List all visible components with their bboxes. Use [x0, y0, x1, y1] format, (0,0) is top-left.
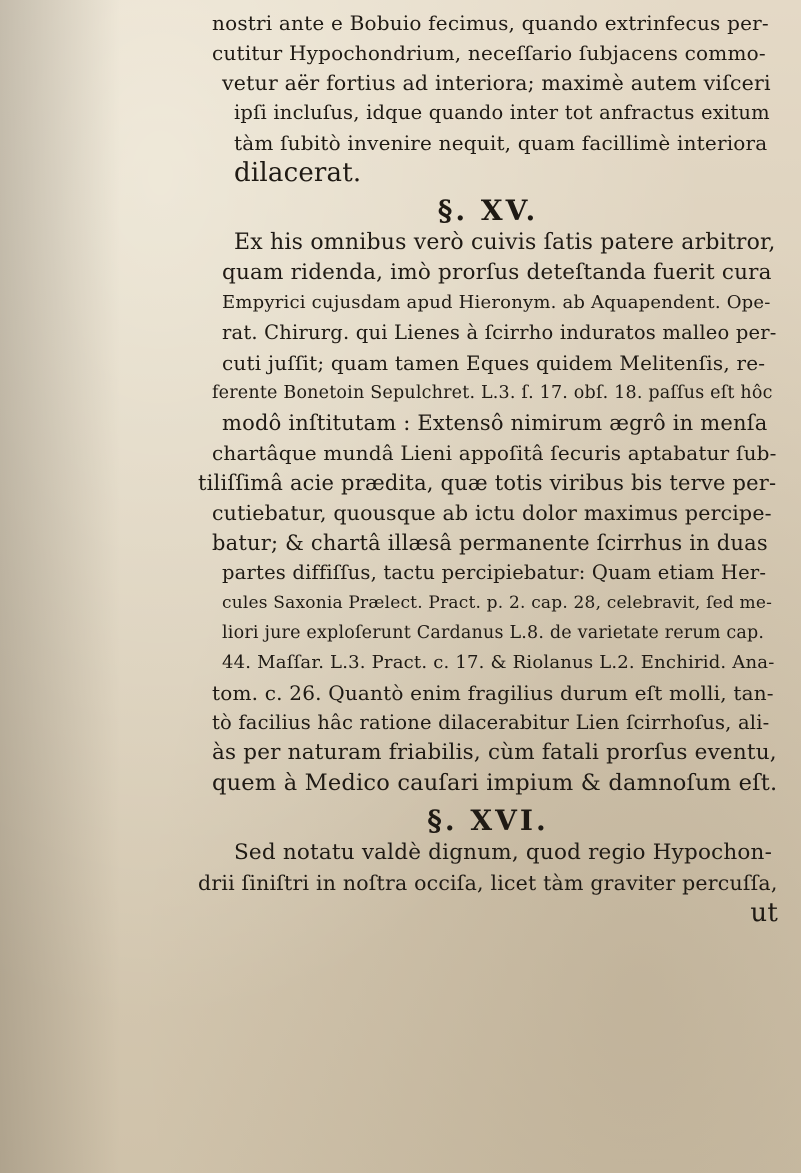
document-text — [198, 8, 778, 928]
text-line: Sed notatu valdè dignum, quod regio Hypochon- — [234, 840, 773, 865]
text-line: ipſi incluſus, idque quando inter tot anfractus exitum — [234, 101, 770, 124]
text-line: dilacerat. — [234, 158, 362, 188]
text-line: ferente Bonetoin Sepulchret. L.3. ſ. 17. obſ. 18. paſſus eſt hôc — [212, 383, 773, 403]
text-line: drii ſiniſtri in noſtra occiſa, licet tàm graviter percuſſa, — [198, 871, 778, 895]
text-line: Ex his omnibus verò cuivis ſatis patere arbitror, — [234, 230, 776, 255]
text-line: rat. Chirurg. qui Lienes à ſcirrho induratos malleo per- — [222, 321, 777, 344]
text-line: batur; & chartâ illæsâ permanente ſcirrhus in duas — [212, 531, 768, 555]
text-line: 44. Maſſar. L.3. Pract. c. 17. & Riolanus L.2. Enchirid. Ana- — [222, 652, 775, 673]
text-line: chartâque mundâ Lieni appoſitâ ſecuris aptabatur ſub- — [212, 441, 777, 465]
text-line: Empyrici cujusdam apud Hieronym. ab Aquapendent. Ope- — [222, 292, 771, 313]
section-heading: §. XV. — [437, 194, 539, 227]
text-line: modô inſtitutam : Extensô nimirum ægrô in menſa — [222, 411, 768, 435]
text-line: cuti juſſit; quam tamen Eques quidem Melitenſis, re- — [222, 351, 766, 375]
text-line: tom. c. 26. Quantò enim fragilius durum eſt molli, tan- — [212, 681, 774, 705]
text-line: partes diffiſſus, tactu percipiebatur: Quam etiam Her- — [222, 561, 767, 584]
text-line: cutiebatur, quousque ab ictu dolor maximus percipe- — [212, 501, 772, 525]
text-line: às per naturam friabilis, cùm fatali prorſus eventu, — [212, 740, 777, 765]
text-line: tò facilius hâc ratione dilacerabitur Lien ſcirrhoſus, ali- — [212, 711, 770, 734]
text-line: tàm ſubitò invenire nequit, quam facillimè interiora — [234, 131, 768, 155]
text-line: tiliſſimâ acie prædita, quæ totis viribus bis terve per- — [198, 471, 777, 495]
text-line: quam ridenda, imò prorſus deteſtanda fuerit cura — [222, 260, 772, 285]
section-heading: §. XVI. — [427, 804, 549, 837]
text-line: cutitur Hypochondrium, neceſſario ſubjacens commo- — [212, 41, 766, 65]
catchword: ut — [750, 898, 778, 928]
text-line: liori jure exploſerunt Cardanus L.8. de varietate rerum cap. — [222, 623, 765, 643]
text-line: nostri ante e Bobuio fecimus, quando extrinfecus per- — [212, 11, 769, 35]
page-gutter-shadow — [0, 0, 120, 1173]
text-line: quem à Medico cauſari impium & damnoſum eſt. — [212, 770, 778, 796]
text-line: vetur aër fortius ad interiora; maximè autem viſceri — [222, 71, 771, 95]
text-line: cules Saxonia Prælect. Pract. p. 2. cap. 28, celebravit, ſed me- — [222, 593, 773, 613]
